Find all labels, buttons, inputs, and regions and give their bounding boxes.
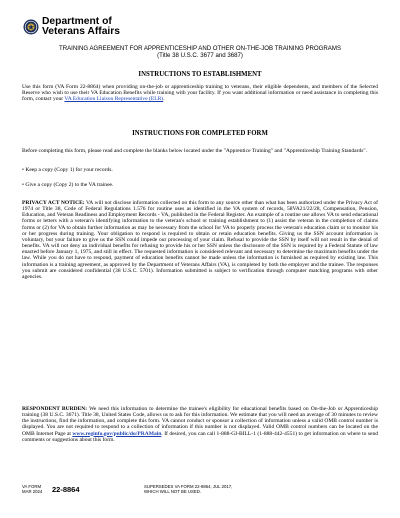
footer-form-label: VA FORM bbox=[22, 484, 42, 489]
bullet-keep-copy: • Keep a copy (Copy 1) for your records. bbox=[22, 167, 113, 173]
form-title-line-2: (Title 38 U.S.C. 3677 and 3687) bbox=[157, 52, 243, 59]
privacy-text: VA will not disclose information collected on this form to any source other than what has been authorized under the Privacy Act of 1974 or Title 38, Code of Federal Regulations 1.576 for routine uses as identified in the VA system of records, 58VA21/22/28, Compensation, Pension, Education, and Veteran Readiness and Employment Records - VA, published in the Federal Register. An example of a routine use allows VA to send educational forms or letters with a veteran's identifying information to the veteran's school or training establishment to (1) assist the veteran in the completion of claims forms or (2) for VA to obtain further information as may be necessary from the school for VA to properly process the veteran's education claim or to monitor his or her progress during training. Your obligation to respond is required to obtain or retain education benefits. Giving us the SSN account information is voluntary, but your failure to give us the SSN could impede our processing of your claim. Refusal to provide the SSN by itself will not result in the denial of benefits. VA will not deny an individual benefits for refusing to provide his or her SSN unless the disclosure of the SSN is required by a Federal Statute of law enacted before January 1, 1975, and still in effect. The requested information is considered relevant and necessary to determine the maximum benefits under the law. While you do not have to respond, payment of education benefits cannot be made unless the information is furnished as required by existing law. This information is a training agreement, as approved by the Department of Veterans Affairs (VA), is completed by both the employer and the trainee. The responses you submit are considered confidential (38 U.S.C. 5701). Information submitted is subject to verification through computer matching programs with other agencies. bbox=[22, 200, 378, 280]
establishment-text: Use this form (VA Form 22-8864) when providing on-the-job or apprenticeship training to veterans, their eligible dependents, and members of the Selected Reserve who wish to use their VA Education Benefits while training with your facility. If you want additional information or need assistance in completing this form, contact your bbox=[22, 84, 378, 103]
footer-form-id bbox=[22, 484, 42, 494]
logo-line-1: Department of bbox=[42, 16, 112, 27]
form-title-line-1: TRAINING AGREEMENT FOR APPRENTICESHIP AND OTHER ON-THE-JOB TRAINING PROGRAMS bbox=[58, 45, 342, 52]
bullet-give-copy: • Give a copy (Copy 2) to the VA trainee. bbox=[22, 182, 114, 188]
burden-label: RESPONDENT BURDEN: bbox=[22, 406, 88, 412]
establishment-instructions bbox=[22, 84, 378, 102]
logo-wordmark bbox=[42, 17, 120, 37]
footer-form-date: MAR 2024 bbox=[22, 489, 43, 494]
establishment-heading: INSTRUCTIONS TO ESTABLISHMENT bbox=[138, 71, 262, 78]
footer-supersedes-line-2: WHICH WILL NOT BE USED. bbox=[144, 489, 202, 494]
burden-text: We need this information to determine the trainee's eligibility for educational benefits based on On-the-Job or Apprenticeship training (38 U.S.C. 3671). Title 38, United States Code, allows us to ask for this information. We estimate that you will need an average of 30 minutes to review the instructions, find the information, and complete this form. VA cannot conduct or sponsor a collection of information unless a valid OMB control number is displayed. You are not required to respond to a collection of information if this number is not displayed. Valid OMB control numbers can be located on the OMB Internet Page at bbox=[22, 406, 378, 437]
form-title bbox=[22, 45, 378, 59]
reginfo-link[interactable]: www.reginfo.gov/public/do/PRAMain bbox=[72, 430, 162, 437]
logo-line-2: Veterans Affairs bbox=[42, 26, 121, 37]
completed-form-intro: Before completing this form, please read and complete the blanks below located under the "Apprentice Training" and "Apprenticeship Training Standards". bbox=[22, 148, 368, 154]
form-footer bbox=[22, 484, 378, 504]
footer-form-number: 22-8864 bbox=[52, 485, 80, 494]
completed-form-heading: INSTRUCTIONS FOR COMPLETED FORM bbox=[132, 130, 268, 137]
privacy-act-notice bbox=[22, 200, 378, 280]
elr-link[interactable]: VA Education Liaison Representative (ELR) bbox=[64, 96, 164, 103]
footer-supersedes bbox=[144, 484, 232, 494]
privacy-label: PRIVACY ACT NOTICE: bbox=[22, 200, 85, 206]
va-logo bbox=[23, 17, 120, 37]
burden-text-end: . If desired, you can call 1-888-GI-BILL-1 (1-888-442-4551) to get information on where to send comments or suggestions about this form. bbox=[22, 430, 378, 443]
establishment-text-end: . bbox=[163, 96, 165, 103]
respondent-burden bbox=[22, 406, 378, 443]
footer-supersedes-line-1: SUPERSEDES VA FORM 22-8864, JUL 2017, bbox=[144, 484, 233, 489]
va-seal-icon bbox=[23, 19, 39, 35]
